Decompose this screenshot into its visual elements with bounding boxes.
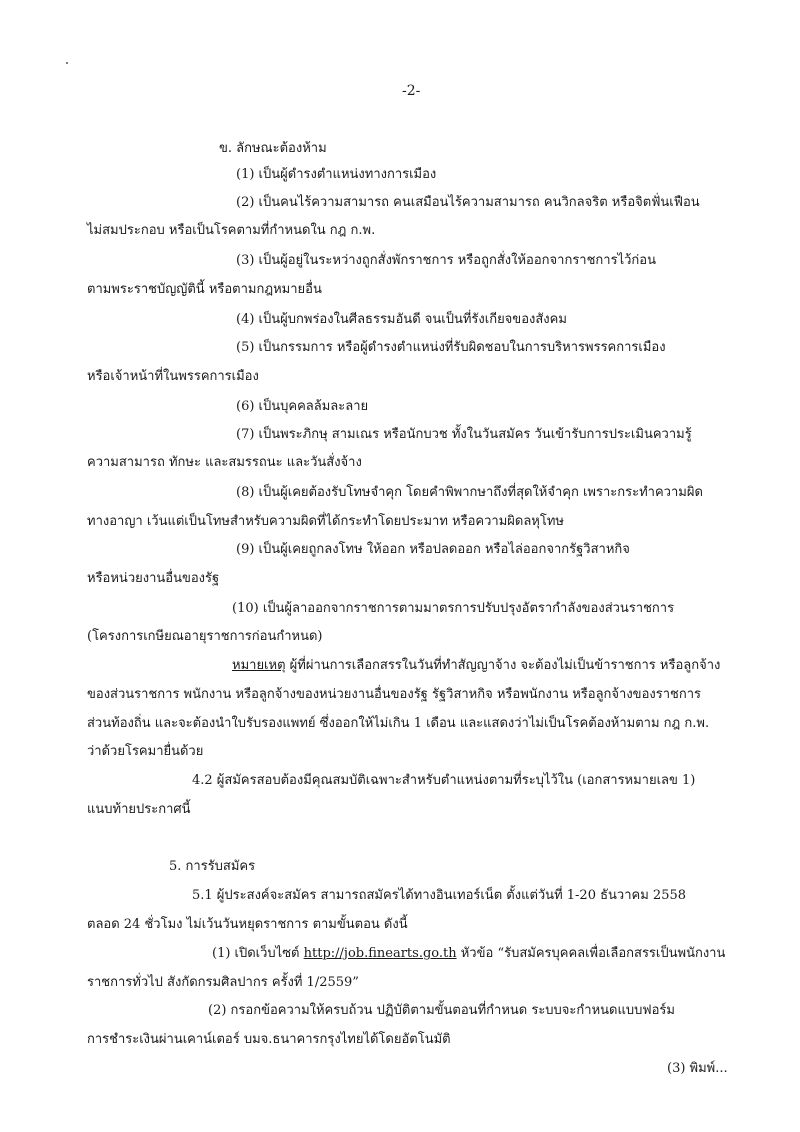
continuation-marker: (3) พิมพ์...	[667, 1061, 728, 1076]
prohibition-item-1: (1) เป็นผู้ดำรงตำแหน่งทางการเมือง	[236, 167, 437, 182]
note-line-2: ของส่วนราชการ พนักงาน หรือลูกจ้างของหน่วยงานอื่นของรัฐ รัฐวิสาหกิจ หรือพนักงาน หรือลูกจ้างของราชการ	[87, 687, 701, 702]
note-line-1	[232, 657, 720, 675]
prohibition-item-3-line-1: (3) เป็นผู้อยู่ในระหว่างถูกสั่งพักราชการ หรือถูกสั่งให้ออกจากราชการไว้ก่อน	[236, 253, 656, 268]
note-text-1: ผู้ที่ผ่านการเลือกสรรในวันที่ทำสัญญาจ้าง จะต้องไม่เป็นข้าราชการ หรือลูกจ้าง	[285, 658, 721, 673]
prohibition-item-2-line-1: (2) เป็นคนไร้ความสามารถ คนเสมือนไร้ความสามารถ คนวิกลจริต หรือจิตฟั่นเฟือน	[236, 195, 700, 210]
prohibition-item-2-line-2: ไม่สมประกอบ หรือเป็นโรคตามที่กำหนดใน กฎ ก.พ.	[87, 223, 376, 238]
scan-speck	[66, 62, 68, 64]
step-1-line-2: ราชการทั่วไป สังกัดกรมศิลปากร ครั้งที่ 1/2559”	[87, 975, 359, 990]
application-5-1-line-2: ตลอด 24 ชั่วโมง ไม่เว้นวันหยุดราชการ ตามขั้นตอน ดังนี้	[87, 917, 408, 932]
prohibition-item-7-line-1: (7) เป็นพระภิกษุ สามเณร หรือนักบวช ทั้งในวันสมัคร วันเข้ารับการประเมินความรู้	[236, 427, 692, 442]
note-label: หมายเหตุ	[232, 658, 286, 673]
prohibition-item-8-line-1: (8) เป็นผู้เคยต้องรับโทษจำคุก โดยคำพิพากษาถึงที่สุดให้จำคุก เพราะกระทำความผิด	[236, 485, 703, 500]
prohibition-item-10-line-2: (โครงการเกษียณอายุราชการก่อนกำหนด)	[87, 629, 323, 644]
step-1-prefix: (1) เปิดเว็บไซต์	[212, 946, 304, 961]
prohibition-item-4: (4) เป็นผู้บกพร่องในศีลธรรมอันดี จนเป็นที่รังเกียจของสังคม	[236, 312, 567, 327]
prohibition-item-5-line-2: หรือเจ้าหน้าที่ในพรรคการเมือง	[87, 369, 259, 384]
prohibition-item-3-line-2: ตามพระราชบัญญัตินี้ หรือตามกฎหมายอื่น	[87, 282, 322, 297]
section-heading-application: 5. การรับสมัคร	[169, 859, 256, 874]
application-5-1-line-1: 5.1 ผู้ประสงค์จะสมัคร สามารถสมัครได้ทางอินเทอร์เน็ต ตั้งแต่วันที่ 1-20 ธันวาคม 2558	[192, 888, 687, 903]
prohibition-item-7-line-2: ความสามารถ ทักษะ และสมรรถนะ และวันสั่งจ้าง	[87, 455, 362, 470]
prohibition-item-8-line-2: ทางอาญา เว้นแต่เป็นโทษสำหรับความผิดที่ได้กระทำโดยประมาท หรือความผิดลหุโทษ	[87, 514, 564, 529]
qualification-4-2-line-2: แนบท้ายประกาศนี้	[87, 802, 191, 817]
step-1-suffix: หัวข้อ “รับสมัครบุคคลเพื่อเลือกสรรเป็นพนักงาน	[456, 946, 726, 961]
step-2-line-1: (2) กรอกข้อความให้ครบถ้วน ปฏิบัติตามขั้นตอนที่กำหนด ระบบจะกำหนดแบบฟอร์ม	[208, 1003, 675, 1018]
step-1-line-1	[212, 945, 725, 963]
note-line-3: ส่วนท้องถิ่น และจะต้องนำใบรับรองแพทย์ ซึ่งออกให้ไม่เกิน 1 เดือน และแสดงว่าไม่เป็นโรคต้องห้ามตาม กฎ ก.พ.	[87, 716, 710, 731]
prohibition-item-5-line-1: (5) เป็นกรรมการ หรือผู้ดำรงตำแหน่งที่รับผิดชอบในการบริหารพรรคการเมือง	[236, 340, 666, 355]
prohibition-item-9-line-2: หรือหน่วยงานอื่นของรัฐ	[87, 571, 220, 586]
prohibition-item-9-line-1: (9) เป็นผู้เคยถูกลงโทษ ให้ออก หรือปลดออก หรือไล่ออกจากรัฐวิสาหกิจ	[236, 542, 630, 557]
note-line-4: ว่าด้วยโรคมายื่นด้วย	[87, 744, 204, 759]
section-heading-prohibitions: ข. ลักษณะต้องห้าม	[219, 141, 327, 156]
prohibition-item-10-line-1: (10) เป็นผู้ลาออกจากราชการตามมาตรการปรับปรุงอัตรากำลังของส่วนราชการ	[232, 601, 675, 616]
prohibition-item-6: (6) เป็นบุคคลล้มละลาย	[236, 399, 369, 414]
step-2-line-2: การชำระเงินผ่านเคาน์เตอร์ บมจ.ธนาคารกรุงไทยได้โดยอัตโนมัติ	[87, 1032, 451, 1047]
job-website-link[interactable]: http://job.finearts.go.th	[303, 946, 457, 961]
qualification-4-2-line-1: 4.2 ผู้สมัครสอบต้องมีคุณสมบัติเฉพาะสำหรับตำแหน่งตามที่ระบุไว้ใน (เอกสารหมายเลข 1)	[192, 773, 696, 788]
page-number: -2-	[402, 83, 421, 99]
